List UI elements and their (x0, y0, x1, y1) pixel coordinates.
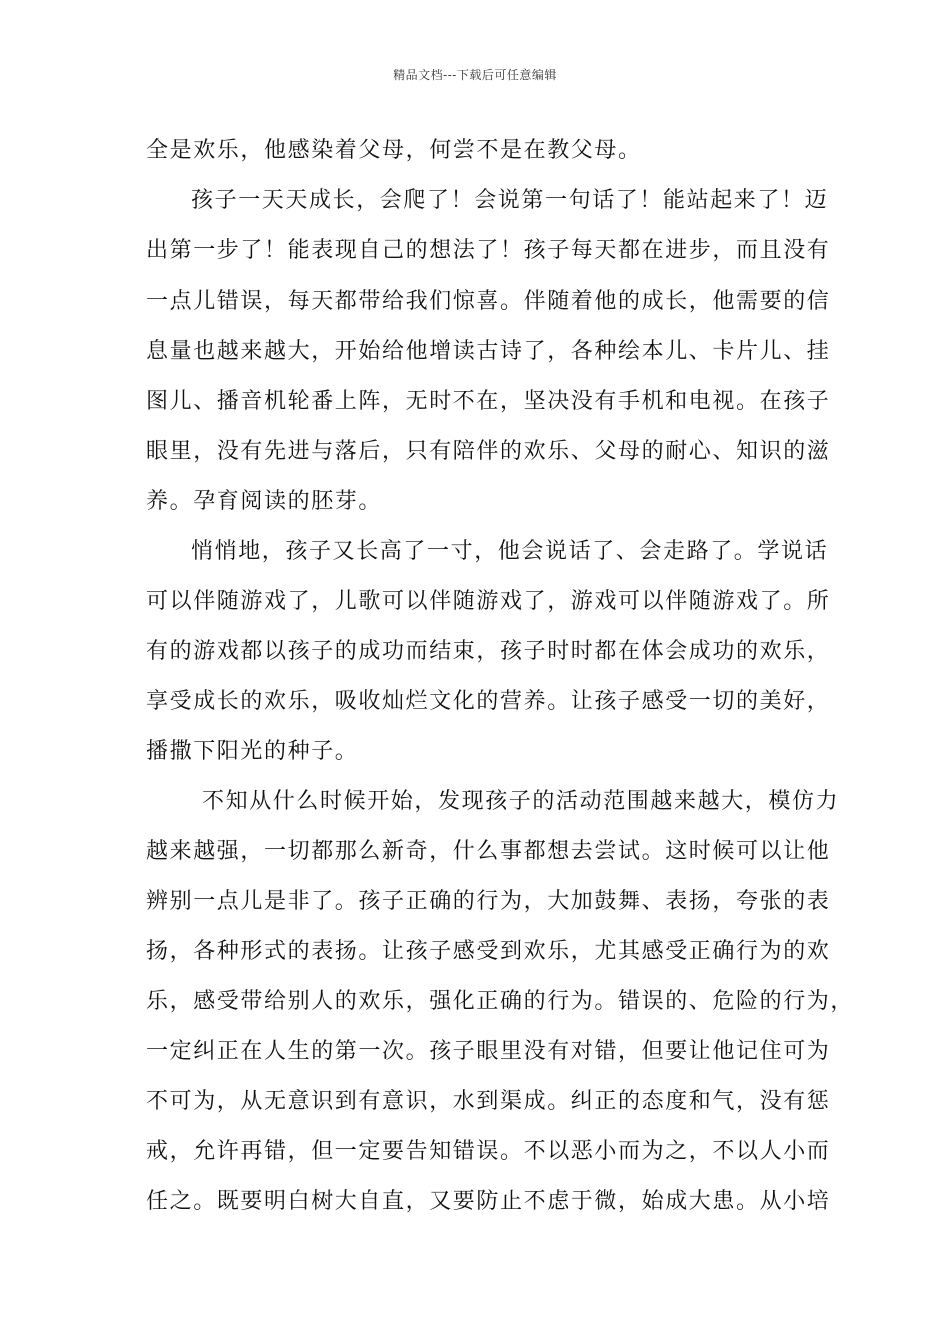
text-line: 息量也越来越大，开始给他增读古诗了，各种绘本儿、卡片儿、挂 (146, 339, 831, 364)
text-line: 养。孕育阅读的胚芽。 (146, 489, 383, 514)
text-line: 不可为，从无意识到有意识，水到渠成。纠正的态度和气，没有惩 (146, 1089, 831, 1114)
text-line: 眼里，没有先进与落后，只有陪伴的欢乐、父母的耐心、知识的滋 (146, 439, 831, 464)
text-line: 一点儿错误，每天都带给我们惊喜。伴随着他的成长，他需要的信 (146, 289, 831, 314)
text-line: 越来越强，一切都那么新奇，什么事都想去尝试。这时候可以让他 (146, 839, 831, 864)
text-line: 任之。既要明白树大自直，又要防止不虑于微，始成大患。从小培 (146, 1189, 831, 1214)
text-line: 图儿、播音机轮番上阵，无时不在，坚决没有手机和电视。在孩子 (146, 389, 831, 414)
text-line: 一定纠正在人生的第一次。孩子眼里没有对错，但要让他记住可为 (146, 1039, 831, 1064)
text-line: 扬，各种形式的表扬。让孩子感受到欢乐，尤其感受正确行为的欢 (146, 939, 831, 964)
text-line: 有的游戏都以孩子的成功而结束，孩子时时都在体会成功的欢乐， (146, 639, 831, 664)
paragraph-start-line: 不知从什么时候开始，发现孩子的活动范围越来越大，模仿力 (202, 789, 840, 814)
text-line: 乐，感受带给别人的欢乐，强化正确的行为。错误的、危险的行为， (146, 989, 855, 1014)
text-line: 可以伴随游戏了，儿歌可以伴随游戏了，游戏可以伴随游戏了。所 (146, 589, 831, 614)
text-line: 播撒下阳光的种子。 (146, 739, 359, 764)
page-header: 精品文档---下载后可任意编辑 (393, 68, 557, 82)
text-line: 全是欢乐，他感染着父母，何尝不是在教父母。 (146, 138, 642, 163)
text-line: 出第一步了！能表现自己的想法了！孩子每天都在进步，而且没有 (146, 238, 831, 263)
paragraph-start-line: 孩子一天天成长，会爬了！会说第一句话了！能站起来了！迈 (191, 188, 829, 213)
paragraph-start-line: 悄悄地，孩子又长高了一寸，他会说话了、会走路了。学说话 (191, 539, 829, 564)
text-line: 享受成长的欢乐，吸收灿烂文化的营养。让孩子感受一切的美好， (146, 689, 831, 714)
text-line: 辨别一点儿是非了。孩子正确的行为，大加鼓舞、表扬，夸张的表 (146, 889, 831, 914)
text-line: 戒，允许再错，但一定要告知错误。不以恶小而为之，不以人小而 (146, 1139, 831, 1164)
